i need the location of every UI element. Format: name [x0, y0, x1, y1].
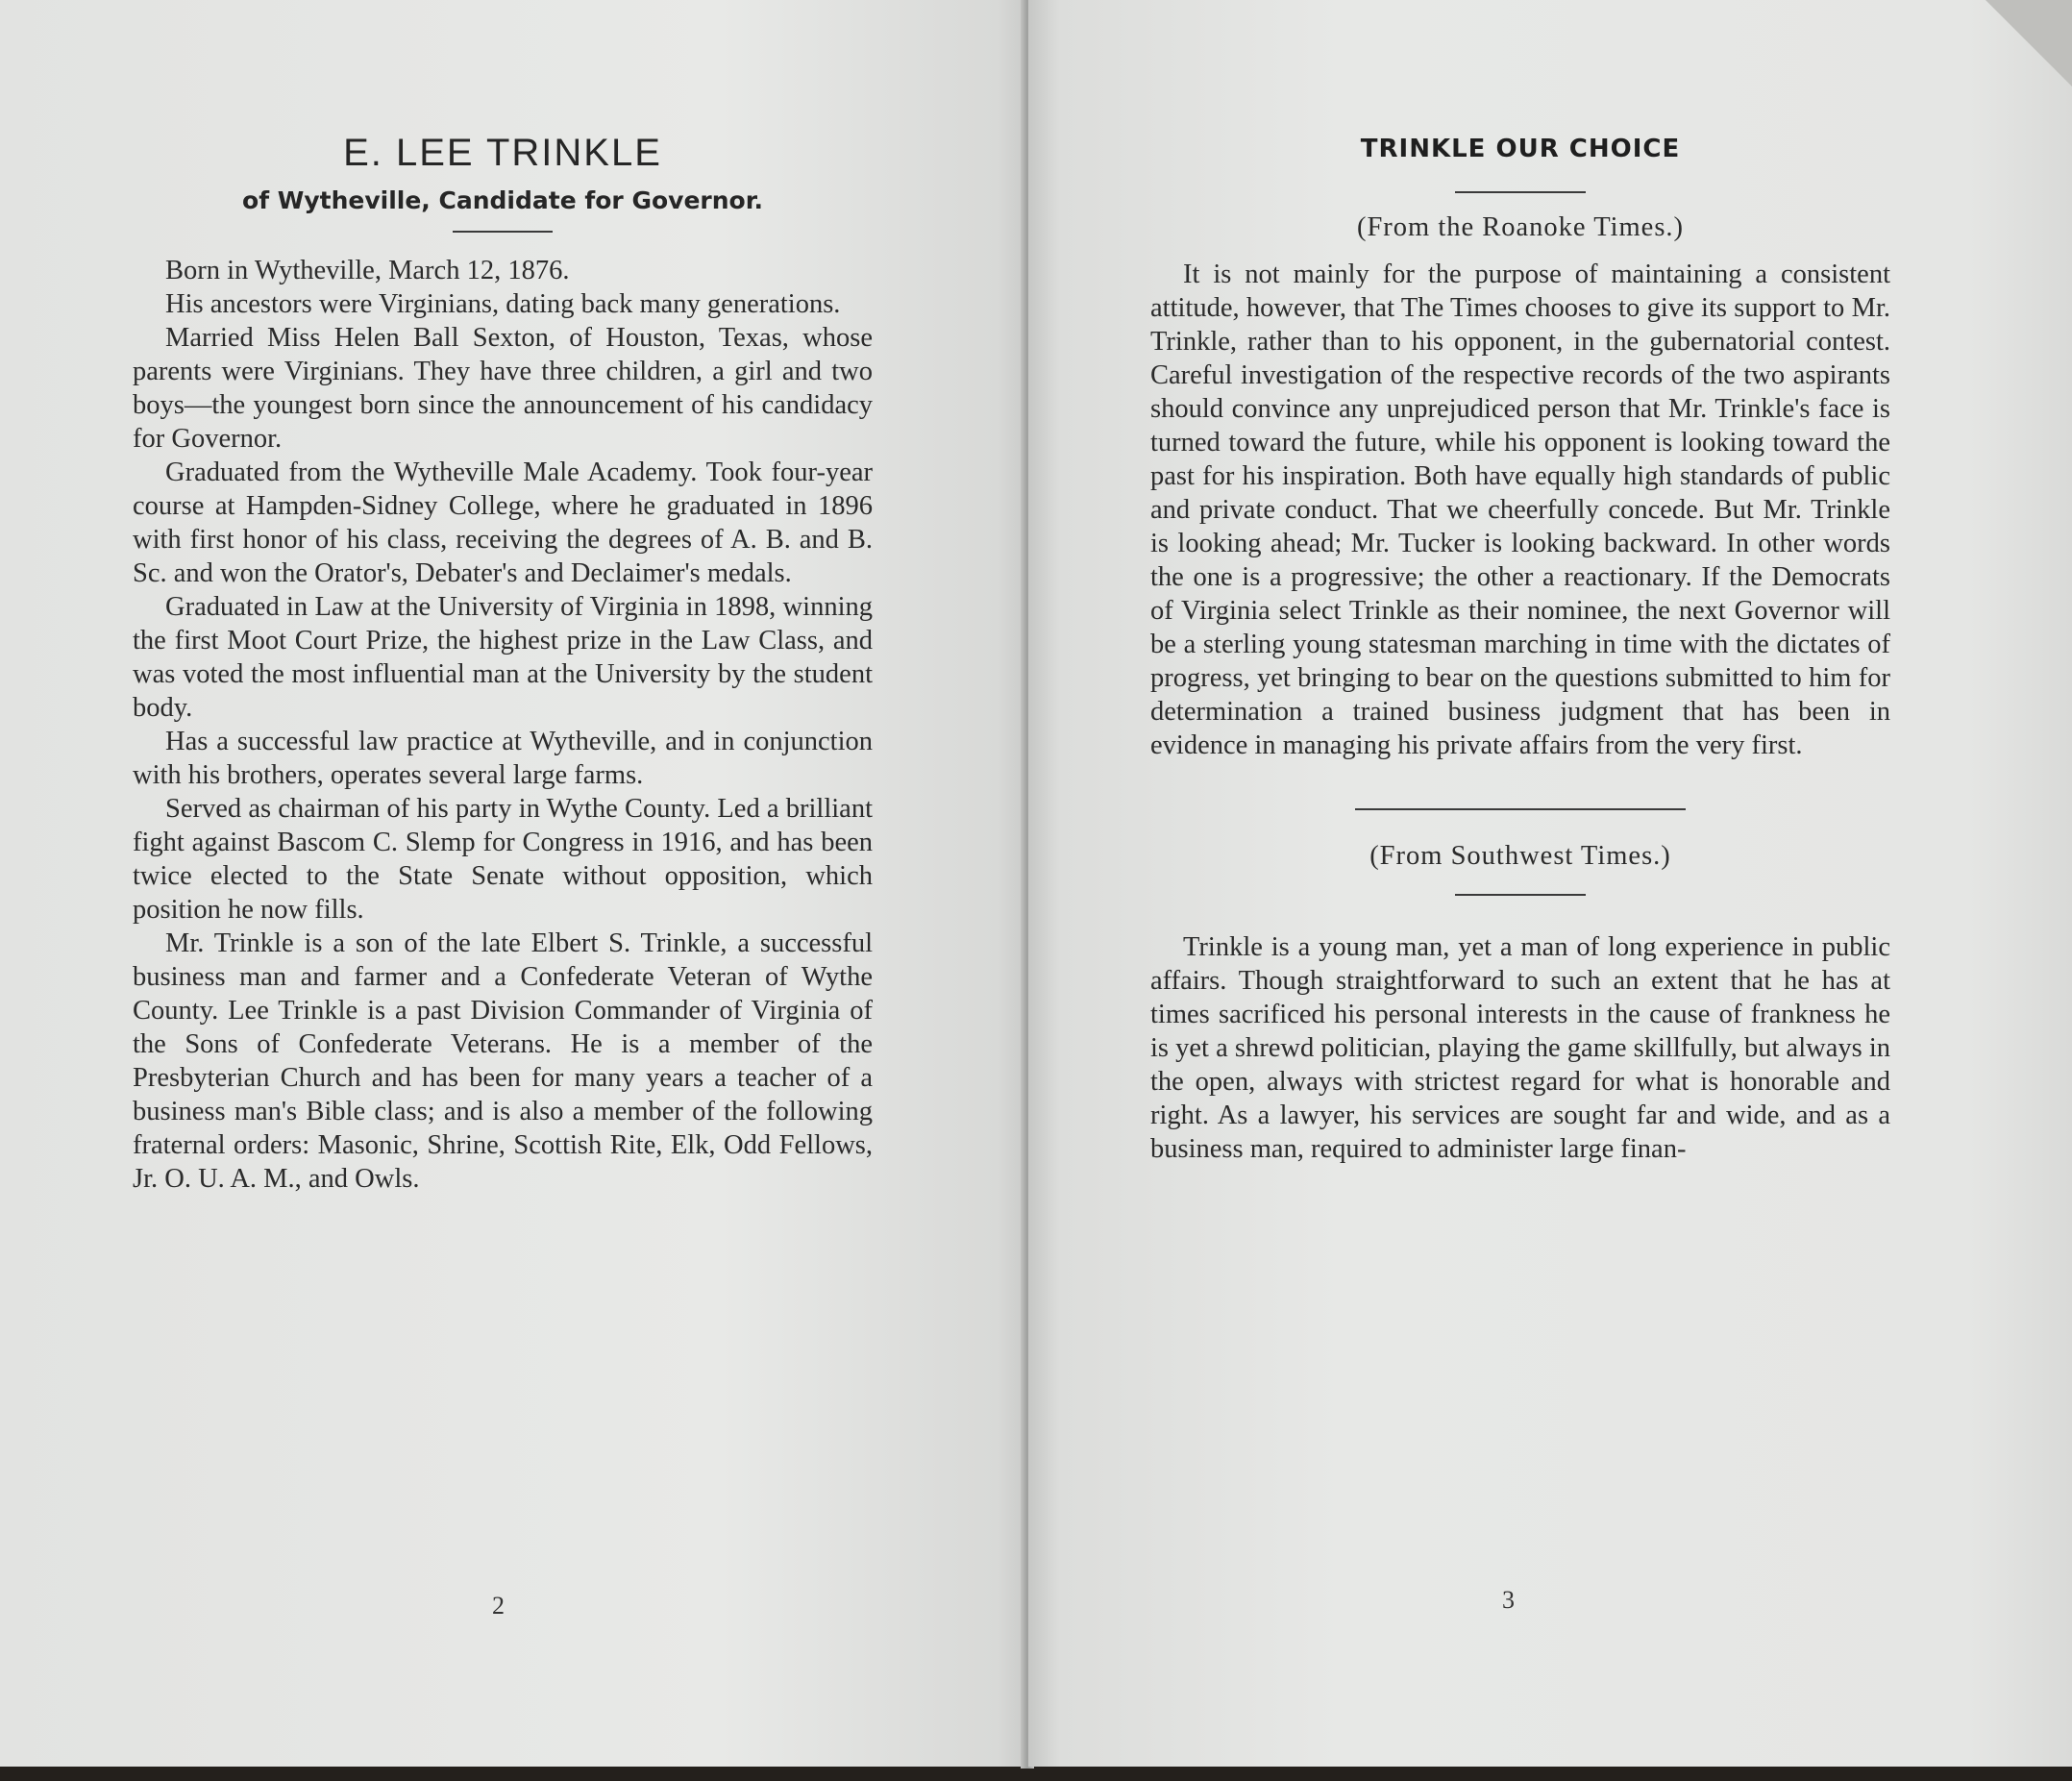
page-number: 3 — [1502, 1586, 1515, 1614]
bio-paragraph: Has a successful law practice at Wytheville, and in conjunction with his brothers, operates several large farms. — [133, 727, 873, 790]
bio-paragraph: His ancestors were Virginians, dating back many generations. — [165, 289, 841, 319]
article-paragraph: Trinkle is a young man, yet a man of long experience in public affairs. Though straightforward to such an extent that he has at times sacrificed his personal interests in the cause of frankness he is yet a shrewd politician, playing the game skillfully, but always in the open, always with strictest regard for what is honorable and right. As a lawyer, his services are sought far and wide, and as a business man, required to administer large finan- — [1150, 932, 1890, 1164]
page-title: TRINKLE OUR CHOICE — [1360, 135, 1681, 163]
source-attribution: (From Southwest Times.) — [1369, 841, 1671, 871]
bio-paragraph: Graduated from the Wytheville Male Academy. Took four-year course at Hampden-Sidney College, where he graduated in 1896 with first honor of his class, receiving the degrees of A. B. and B. Sc. and won the Orator's, Debater's and Declaimer's medals. — [133, 458, 873, 588]
bio-paragraph: Born in Wytheville, March 12, 1876. — [165, 256, 570, 285]
right-page — [1028, 0, 2072, 1767]
left-page-column — [133, 127, 873, 1196]
bio-paragraph: Served as chairman of his party in Wythe County. Led a brilliant fight against Bascom C. Slemp for Congress in 1916, and has been twice elected to the State Senate without opposition, which position he now fills. — [133, 794, 873, 925]
title-divider — [1455, 191, 1586, 193]
folded-corner — [1986, 0, 2072, 87]
page-number: 2 — [492, 1592, 505, 1620]
biography — [133, 254, 873, 1196]
title-divider — [453, 231, 553, 233]
left-page — [0, 0, 1028, 1767]
article-paragraph: It is not mainly for the purpose of maintaining a consistent attitude, however, that The Times chooses to give its support to Mr. Trinkle, rather than to his opponent, in the gubernatorial contest. Careful investigation of the respective records of the two aspirants should convince any unprejudiced person that Mr. Trinkle's face is turned toward the future, while his opponent is looking toward the past for his inspiration. Both have equally high standards of public and private conduct. That we cheerfully concede. But Mr. Trinkle is looking ahead; Mr. Tucker is looking backward. In other words the one is a progressive; the other a reactionary. If the Democrats of Virginia select Trinkle as their nominee, the next Governor will be a sterling young statesman marching in time with the dictates of progress, yet bringing to bear on the questions submitted to him for determination a trained business judgment that has been in evidence in managing his private affairs from the very first. — [1150, 260, 1890, 760]
page-subtitle: of Wytheville, Candidate for Governor. — [242, 186, 763, 214]
bio-paragraph: Graduated in Law at the University of Virginia in 1898, winning the first Moot Court Prize, the highest prize in the Law Class, and was voted the most influential man at the University by the student body. — [133, 592, 873, 723]
page-title: E. LEE TRINKLE — [343, 132, 662, 174]
bio-paragraph: Mr. Trinkle is a son of the late Elbert S. Trinkle, a successful business man and farmer and a Confederate Veteran of Wythe County. Lee Trinkle is a past Division Commander of Virginia of the Sons of Confederate Veterans. He is a member of the Presbyterian Church and has been for many years a teacher of a business man's Bible class; and is also a member of the following fraternal orders: Masonic, Shrine, Scottish Rite, Elk, Odd Fellows, Jr. O. U. A. M., and Owls. — [133, 928, 873, 1194]
source-attribution: (From the Roanoke Times.) — [1356, 212, 1685, 242]
right-page-column — [1150, 127, 1890, 1166]
bio-paragraph: Married Miss Helen Ball Sexton, of Houston, Texas, whose parents were Virginians. They have three children, a girl and two boys—the youngest born since the announcement of his candidacy for Governor. — [133, 323, 873, 454]
